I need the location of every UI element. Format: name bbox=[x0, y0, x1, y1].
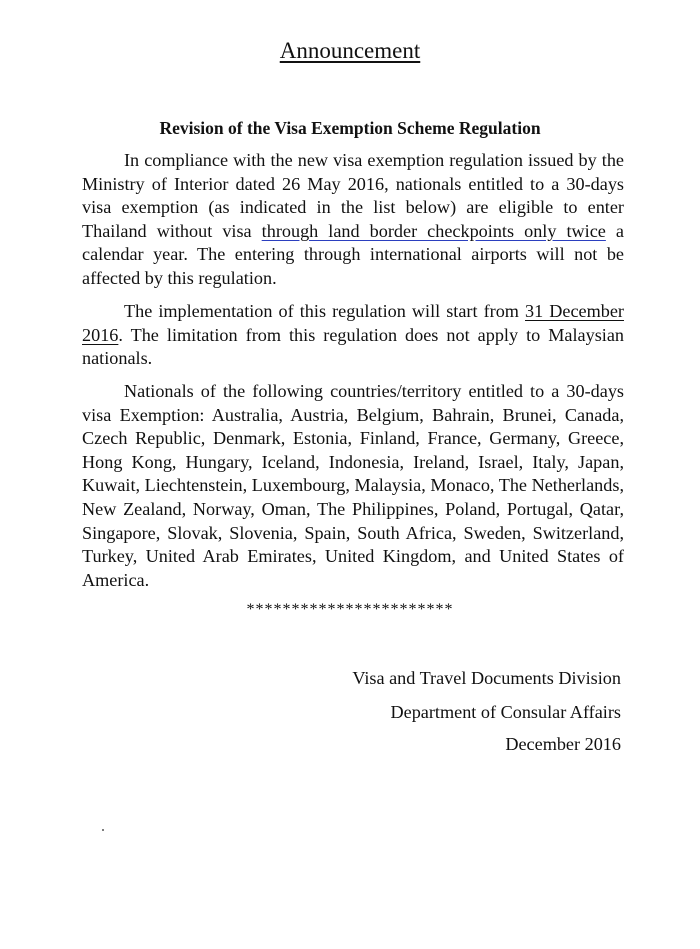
signature-department: Department of Consular Affairs bbox=[390, 702, 621, 722]
paragraph-compliance-text: In compliance with the new visa exemption regulation issued by the Ministry of Interior dated 26 May 2016, nationals entitled to a 30-days visa exemption (as indicated in the list below) are eligible to enter Thailand without visa bbox=[82, 150, 624, 241]
signature-division: Visa and Travel Documents Division bbox=[352, 668, 621, 688]
paragraph-countries-text: Nationals of the following countries/territory entitled to a 30-days visa Exemption: Australia, Austria, Belgium, Bahrain, Brunei, Canada, Czech Republic, Denmark, Estonia, Finland, France, Germany, Greece, Hong Kong, Hungary, Iceland, Indonesia, Ireland, Israel, Italy, Japan, Kuwait, Liechtenstein, Luxembourg, Malaysia, Monaco, The Netherlands, New Zealand, Norway, Oman, The Philippines, Poland, Portugal, Qatar, Singapore, Slovak, Slovenia, Spain, South Africa, Sweden, Switzerland, Turkey, United Arab Emirates, United Kingdom, and United States of America. bbox=[82, 381, 624, 590]
paragraph-compliance bbox=[82, 149, 624, 291]
document-subtitle: Revision of the Visa Exemption Scheme Regulation bbox=[159, 118, 541, 138]
paragraph-implementation-text-end: . The limitation from this regulation does not apply to Malaysian nationals. bbox=[82, 324, 624, 369]
scan-speck bbox=[102, 829, 104, 831]
page-title: Announcement bbox=[279, 38, 421, 63]
asterisk-separator: *********************** bbox=[246, 601, 454, 618]
paragraph-compliance-text-end: a calendar year. The entering through international airports will not be affected by this regulation. bbox=[82, 220, 624, 288]
underlined-start-date: 31 December 2016 bbox=[82, 301, 624, 345]
underlined-land-border-clause: through land border checkpoints only twice bbox=[261, 220, 606, 241]
signature-date: December 2016 bbox=[505, 734, 621, 754]
paragraph-implementation-text: The implementation of this regulation will start from bbox=[124, 301, 526, 321]
paragraph-countries-list bbox=[82, 380, 624, 592]
paragraph-implementation bbox=[82, 300, 624, 371]
